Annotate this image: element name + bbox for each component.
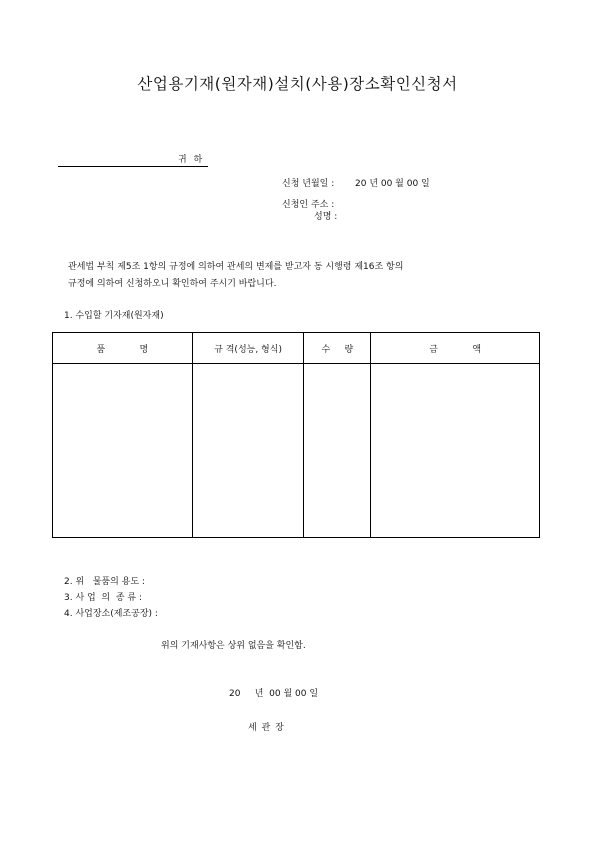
addressee-underline <box>58 166 208 167</box>
section-imported-materials: 1. 수입할 기자재(원자재) <box>64 311 164 321</box>
col-header-item-name: 품 명 <box>53 333 193 364</box>
confirmation-statement: 위의 기재사항은 상위 없음을 확인함. <box>161 641 306 651</box>
col-header-amount: 금 액 <box>371 333 540 364</box>
request-body-line-1: 관세법 부칙 제5조 1항의 규정에 의하여 관세의 변제를 받고자 동 시행령 제16조 항의 <box>68 262 404 272</box>
cell-spec[interactable] <box>192 364 304 538</box>
addressee-label: 귀 하 <box>178 155 205 165</box>
application-date-value: 20 년 00 월 00 일 <box>355 179 430 189</box>
materials-table <box>52 332 540 538</box>
confirmation-date: 20 년 00 월 00 일 <box>229 689 319 699</box>
table-row <box>53 364 540 538</box>
business-type-field-label: 3. 사 업 의 종 류 : <box>64 593 142 603</box>
cell-item-name[interactable] <box>53 364 193 538</box>
col-header-spec: 규 격(성능, 형식) <box>192 333 304 364</box>
workplace-field-label: 4. 사업장소(제조공장) : <box>64 609 158 619</box>
table-header-row <box>53 333 540 364</box>
request-body <box>68 259 403 293</box>
applicant-address-label: 신청인 주소 : <box>282 200 335 210</box>
application-date-label: 신청 년월일 : <box>282 179 335 189</box>
cell-amount[interactable] <box>371 364 540 538</box>
usage-field-label: 2. 위 물품의 용도 : <box>64 577 145 587</box>
cell-quantity[interactable] <box>304 364 371 538</box>
customs-authority-label: 세 관 장 <box>248 723 285 733</box>
page-title: 산업용기재(원자재)설치(사용)장소확인신청서 <box>137 75 458 93</box>
applicant-name-label: 성명 : <box>314 212 338 222</box>
request-body-line-2: 규정에 의하여 신청하오니 확인하여 주시기 바랍니다. <box>68 279 277 289</box>
col-header-quantity: 수 량 <box>304 333 371 364</box>
